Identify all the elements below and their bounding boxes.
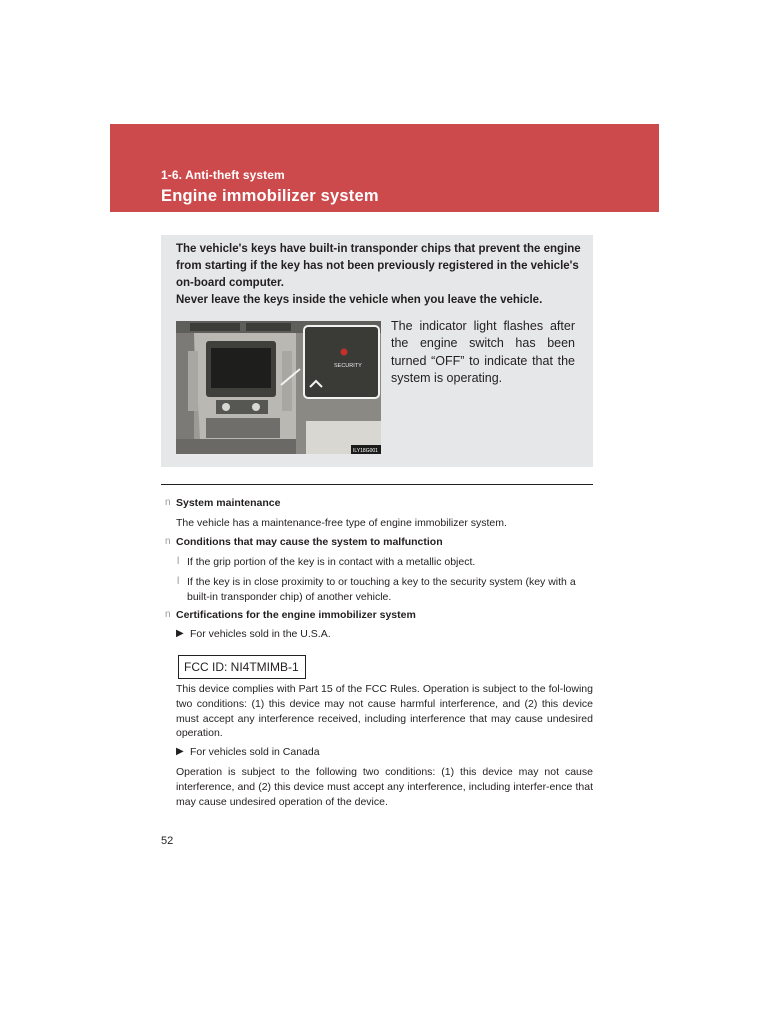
canada-body: Operation is subject to the following two conditions: (1) this device may not cause interference, and (2) this device must accept any interference, including interfer-ence that may cause undesired operation of the device.	[176, 766, 593, 808]
maintenance-heading: System maintenance	[176, 497, 281, 509]
malfunction-heading: Conditions that may cause the system to malfunction	[176, 536, 443, 548]
section-label: 1-6. Anti-theft system	[161, 168, 285, 182]
malfunction-bullet: If the key is in close proximity to or touching a key to the security system (key with a built-in transponder chip) of another vehicle.	[187, 576, 576, 603]
indicator-description: The indicator light flashes after the engine switch has been turned “OFF” to indicate that the system is operating.	[391, 319, 575, 385]
intro-paragraph-2: Never leave the keys inside the vehicle when you leave the vehicle.	[176, 294, 543, 306]
arrow-marker: ▶	[176, 746, 184, 757]
dashboard-photo	[176, 321, 381, 454]
square-marker: n	[165, 609, 171, 620]
certifications-heading: Certifications for the engine immobilizer system	[176, 609, 416, 621]
usa-body: This device complies with Part 15 of the FCC Rules. Operation is subject to the fol-lowing two conditions: (1) this device may not cause harmful interference, and (2) this device must accept any interference received, including interference that may cause undesired operation.	[176, 683, 593, 740]
square-marker: n	[165, 497, 171, 508]
photo-code: ILY18G001	[353, 448, 378, 454]
header-band	[110, 124, 659, 212]
bullet-marker: l	[177, 555, 180, 567]
usa-label: For vehicles sold in the U.S.A.	[190, 628, 331, 640]
section-divider	[161, 484, 593, 485]
intro-paragraph-1: The vehicle's keys have built-in transponder chips that prevent the engine from starting if the key has not been previously registered in the vehicle's on-board computer.	[176, 243, 581, 289]
dashboard-illustration	[176, 321, 381, 454]
intro-box	[161, 235, 593, 467]
intro-text	[176, 241, 584, 309]
square-marker: n	[165, 536, 171, 547]
security-indicator-label: SECURITY	[334, 363, 362, 369]
page-title: Engine immobilizer system	[161, 187, 379, 205]
bullet-marker: l	[177, 575, 180, 587]
arrow-marker: ▶	[176, 628, 184, 639]
page-number: 52	[161, 835, 174, 847]
maintenance-body: The vehicle has a maintenance-free type of engine immobilizer system.	[176, 517, 507, 529]
fcc-id-box: FCC ID: NI4TMIMB-1	[178, 655, 306, 679]
canada-label: For vehicles sold in Canada	[190, 746, 320, 758]
malfunction-bullet: If the grip portion of the key is in contact with a metallic object.	[187, 556, 476, 568]
